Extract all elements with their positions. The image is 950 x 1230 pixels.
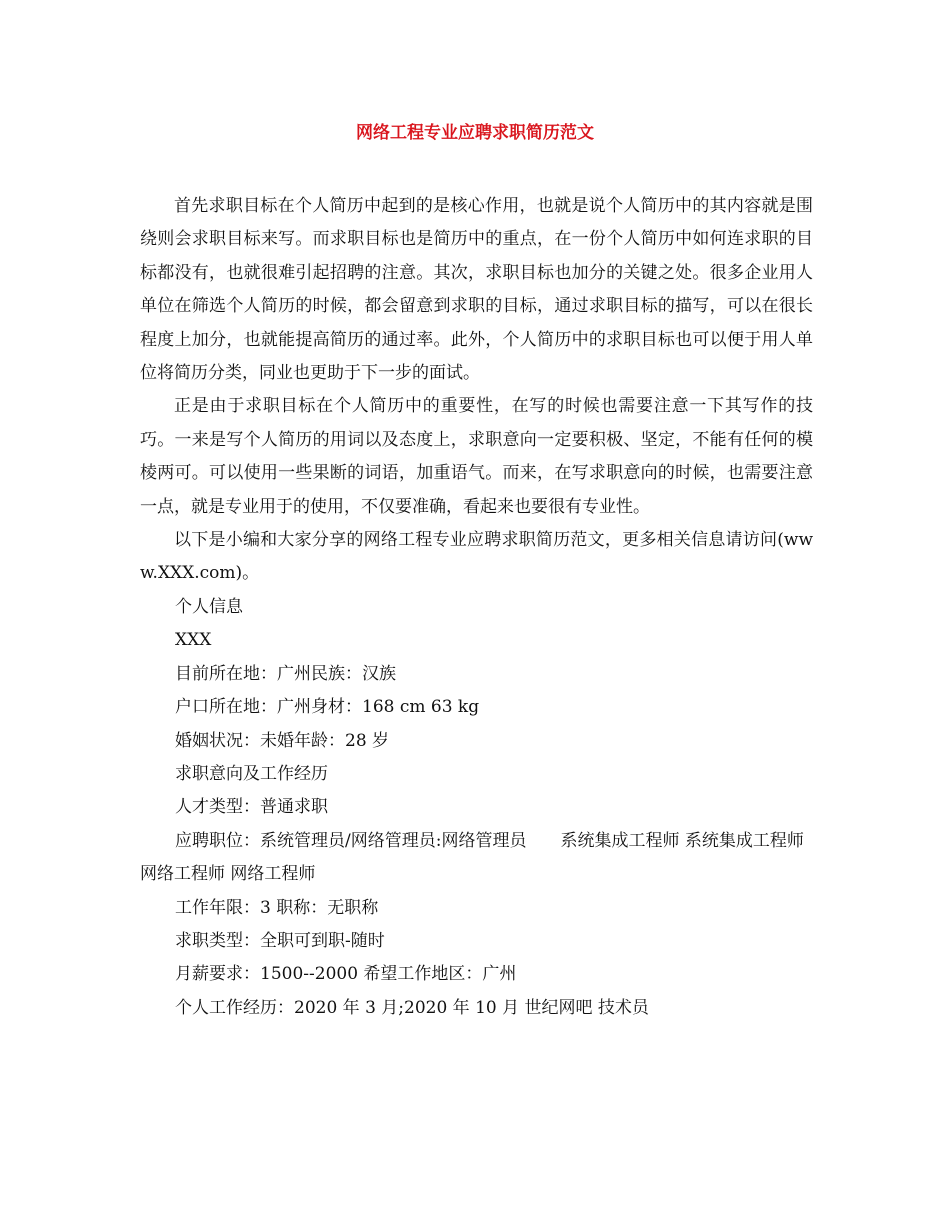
resume-years-title: 工作年限：3 职称：无职称 xyxy=(175,897,379,918)
resume-work-experience: 个人工作经历：2020 年 3 月;2020 年 10 月 世纪网吧 技术员 xyxy=(175,997,649,1018)
section-heading-job-intention: 求职意向及工作经历 xyxy=(175,763,328,784)
resume-job-type: 求职类型：全职可到职-随时 xyxy=(175,930,385,951)
paragraph-intro: 首先求职目标在个人简历中起到的是核心作用，也就是说个人简历中的其内容就是围绕则会求职目标来写。而求职目标也是简历中的重点，在一份个人简历中如何连求职的目标都没有，也就很难引起招聘的注意。其次，求职目标也加分的关键之处。很多企业用人单位在筛选个人简历的时候，都会留意到求职的目标，通过求职目标的描写，可以在很长程度上加分，也就能提高简历的通过率。此外，个人简历中的求职目标也可以便于用人单位将简历分类，同业也更助于下一步的面试。 xyxy=(140,196,813,384)
resume-talent-type: 人才类型：普通求职 xyxy=(175,797,328,818)
resume-name: XXX xyxy=(175,630,212,651)
document-body xyxy=(140,190,838,1025)
resume-marital-age: 婚姻状况：未婚年龄：28 岁 xyxy=(175,730,390,751)
resume-location-ethnicity: 目前所在地：广州民族：汉族 xyxy=(175,663,396,684)
section-heading-personal-info: 个人信息 xyxy=(175,596,243,617)
resume-hukou-physique: 户口所在地：广州身材：168 cm 63 kg xyxy=(175,697,480,718)
paragraph-reference: 以下是小编和大家分享的网络工程专业应聘求职简历范文，更多相关信息请访问(www.XXX.com)。 xyxy=(140,530,813,584)
resume-applied-positions: 应聘职位：系统管理员/网络管理员:网络管理员 系统集成工程师 系统集成工程师 网络工程师 网络工程师 xyxy=(140,830,838,885)
document-title: 网络工程专业应聘求职简历范文 xyxy=(356,123,594,143)
paragraph-writing-tips: 正是由于求职目标在个人简历中的重要性，在写的时候也需要注意一下其写作的技巧。一来是写个人简历的用词以及态度上，求职意向一定要积极、坚定，不能有任何的模棱两可。可以使用一些果断的词语，加重语气。而来，在写求职意向的时候，也需要注意一点，就是专业用于的使用，不仅要准确，看起来也要很有专业性。 xyxy=(140,396,813,517)
resume-salary-region: 月薪要求：1500--2000 希望工作地区：广州 xyxy=(175,964,517,985)
